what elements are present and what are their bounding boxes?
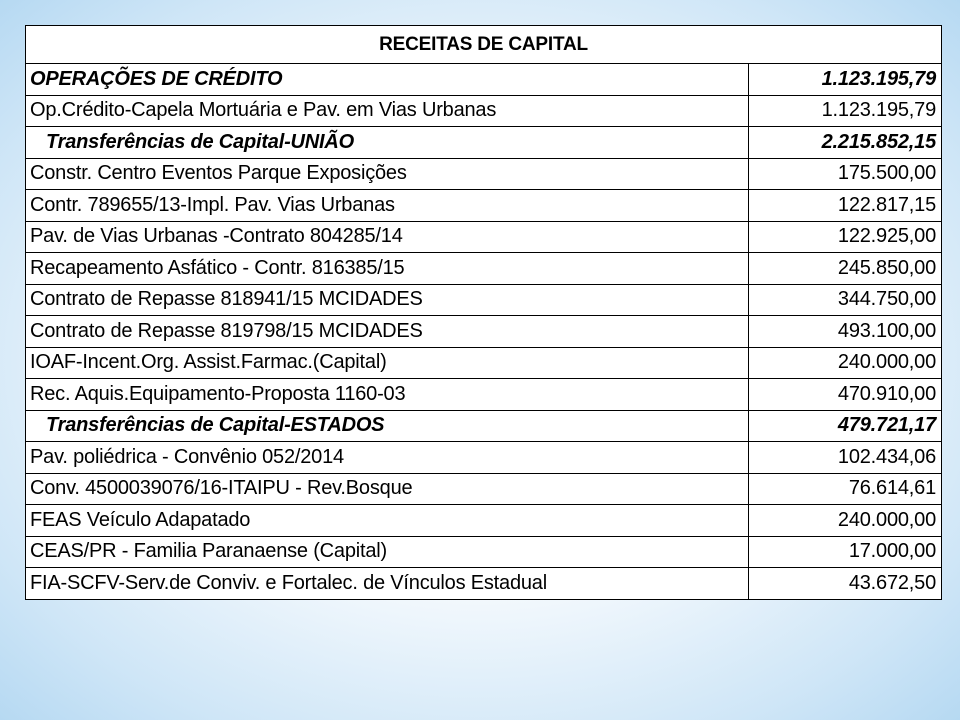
row-description: Constr. Centro Eventos Parque Exposições xyxy=(26,158,749,190)
table-row xyxy=(26,442,942,474)
table-header-row xyxy=(26,26,942,64)
row-value: 175.500,00 xyxy=(749,158,942,190)
table-row xyxy=(26,158,942,190)
row-value: 245.850,00 xyxy=(749,253,942,285)
row-value: 76.614,61 xyxy=(749,473,942,505)
table-row xyxy=(26,284,942,316)
row-value: 1.123.195,79 xyxy=(749,95,942,127)
row-value: 479.721,17 xyxy=(749,410,942,442)
row-value: 344.750,00 xyxy=(749,284,942,316)
row-description: Conv. 4500039076/16-ITAIPU - Rev.Bosque xyxy=(26,473,749,505)
row-value: 17.000,00 xyxy=(749,536,942,568)
row-description: Rec. Aquis.Equipamento-Proposta 1160-03 xyxy=(26,379,749,411)
row-value: 493.100,00 xyxy=(749,316,942,348)
row-description: CEAS/PR - Familia Paranaense (Capital) xyxy=(26,536,749,568)
row-value: 102.434,06 xyxy=(749,442,942,474)
table-title: RECEITAS DE CAPITAL xyxy=(26,26,942,64)
table-row xyxy=(26,473,942,505)
table-group-row xyxy=(26,410,942,442)
row-description: Pav. poliédrica - Convênio 052/2014 xyxy=(26,442,749,474)
row-description: OPERAÇÕES DE CRÉDITO xyxy=(26,64,749,96)
row-description: Contr. 789655/13-Impl. Pav. Vias Urbanas xyxy=(26,190,749,222)
row-description: Transferências de Capital-UNIÃO xyxy=(26,127,749,159)
row-description: IOAF-Incent.Org. Assist.Farmac.(Capital) xyxy=(26,347,749,379)
table-row xyxy=(26,379,942,411)
capital-revenue-table xyxy=(25,25,942,600)
row-description: Recapeamento Asfático - Contr. 816385/15 xyxy=(26,253,749,285)
table-row xyxy=(26,347,942,379)
row-description: Op.Crédito-Capela Mortuária e Pav. em Vias Urbanas xyxy=(26,95,749,127)
table-row xyxy=(26,536,942,568)
row-value: 470.910,00 xyxy=(749,379,942,411)
row-value: 1.123.195,79 xyxy=(749,64,942,96)
row-description: Transferências de Capital-ESTADOS xyxy=(26,410,749,442)
row-description: Contrato de Repasse 819798/15 MCIDADES xyxy=(26,316,749,348)
row-value: 2.215.852,15 xyxy=(749,127,942,159)
row-description: FEAS Veículo Adapatado xyxy=(26,505,749,537)
row-description: FIA-SCFV-Serv.de Conviv. e Fortalec. de Vínculos Estadual xyxy=(26,568,749,600)
table-row xyxy=(26,505,942,537)
table-body xyxy=(26,64,942,600)
row-value: 240.000,00 xyxy=(749,505,942,537)
table-group-row xyxy=(26,127,942,159)
table-row xyxy=(26,316,942,348)
table-row xyxy=(26,190,942,222)
row-description: Contrato de Repasse 818941/15 MCIDADES xyxy=(26,284,749,316)
row-description: Pav. de Vias Urbanas -Contrato 804285/14 xyxy=(26,221,749,253)
table-group-row xyxy=(26,64,942,96)
row-value: 122.817,15 xyxy=(749,190,942,222)
table-row xyxy=(26,95,942,127)
table-row xyxy=(26,253,942,285)
table-row xyxy=(26,221,942,253)
table-row xyxy=(26,568,942,600)
row-value: 240.000,00 xyxy=(749,347,942,379)
row-value: 122.925,00 xyxy=(749,221,942,253)
row-value: 43.672,50 xyxy=(749,568,942,600)
